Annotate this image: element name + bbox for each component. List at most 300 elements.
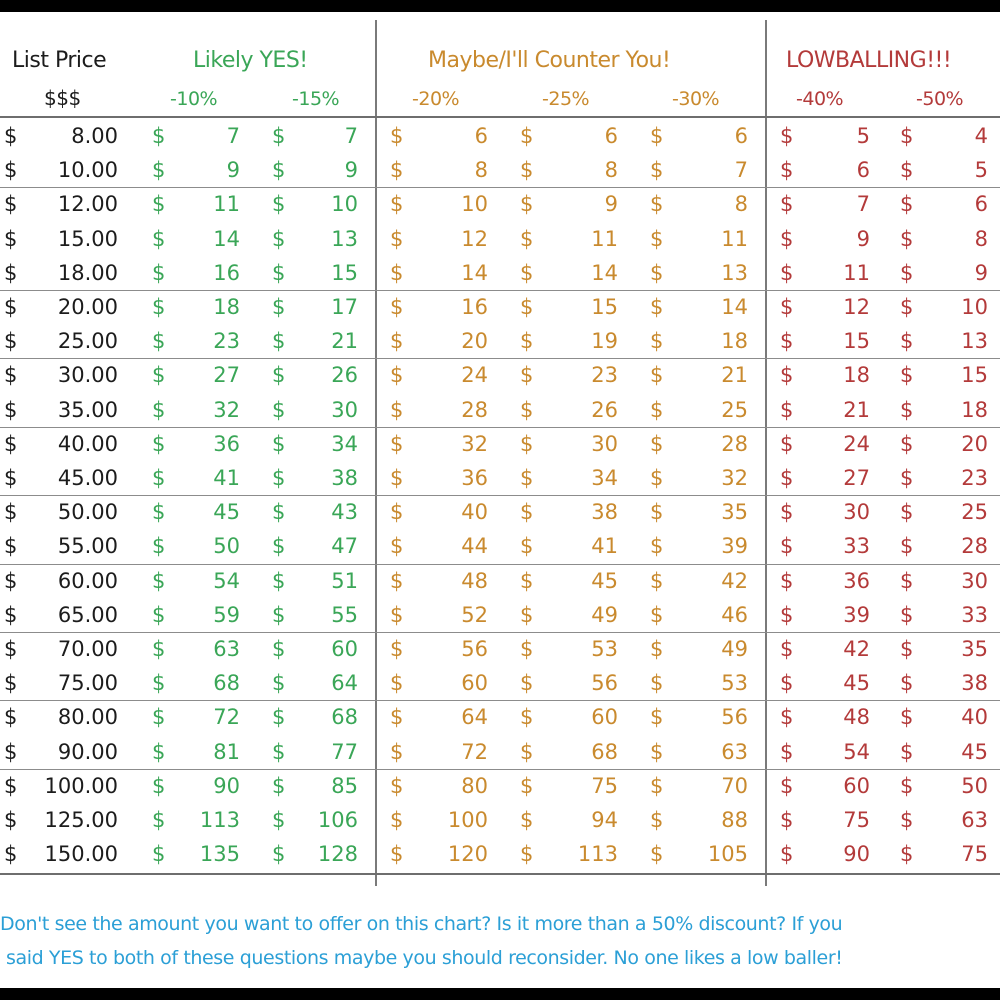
divider-yes-maybe [375, 20, 377, 886]
currency-symbol: $ [390, 808, 404, 832]
offer-50-value: 8 [974, 226, 988, 251]
currency-symbol: $ [780, 397, 794, 422]
currency-symbol: $ [272, 329, 286, 354]
offer-40-value: 15 [843, 329, 870, 354]
offer-50-value: 30 [961, 568, 988, 593]
offer-30-value: 14 [721, 295, 748, 319]
currency-symbol: $ [390, 568, 404, 593]
offer-10-value: 81 [213, 739, 240, 764]
list-price-value: 70.00 [57, 637, 118, 661]
offer-25-value: 75 [591, 773, 618, 798]
offer-30-value: 46 [721, 602, 748, 627]
currency-symbol: $ [390, 192, 404, 217]
offer-20-value: 48 [461, 568, 488, 593]
offer-40-value: 27 [843, 466, 870, 490]
currency-symbol: $ [272, 466, 286, 490]
list-price-value: 80.00 [57, 705, 118, 730]
currency-symbol: $ [4, 602, 18, 627]
currency-symbol: $ [272, 671, 286, 696]
currency-symbol: $ [4, 739, 18, 764]
offer-15-value: 128 [317, 842, 358, 867]
offer-15-value: 43 [331, 500, 358, 525]
table-bottom-rule [0, 873, 1000, 875]
offer-50-value: 63 [961, 808, 988, 832]
currency-symbol: $ [650, 397, 664, 422]
currency-symbol: $ [650, 363, 664, 388]
offer-10-value: 50 [213, 534, 240, 559]
offer-40-value: 12 [843, 295, 870, 319]
currency-symbol: $ [152, 466, 166, 490]
currency-symbol: $ [900, 637, 914, 661]
currency-symbol: $ [900, 568, 914, 593]
list-price-value: 125.00 [44, 808, 118, 832]
offer-20-value: 10 [461, 192, 488, 217]
currency-symbol: $ [900, 295, 914, 319]
currency-symbol: $ [4, 808, 18, 832]
currency-symbol: $ [390, 842, 404, 867]
offer-40-value: 6 [856, 158, 870, 183]
currency-symbol: $ [152, 602, 166, 627]
offer-15-value: 15 [331, 260, 358, 285]
currency-symbol: $ [780, 124, 794, 148]
currency-symbol: $ [780, 568, 794, 593]
offer-15-value: 26 [331, 363, 358, 388]
offer-20-value: 52 [461, 602, 488, 627]
currency-symbol: $ [780, 739, 794, 764]
currency-symbol: $ [272, 397, 286, 422]
offer-15-value: 9 [344, 158, 358, 183]
currency-symbol: $ [520, 397, 534, 422]
currency-symbol: $ [152, 500, 166, 525]
currency-symbol: $ [520, 124, 534, 148]
offer-20-value: 8 [474, 158, 488, 183]
currency-symbol: $ [4, 158, 18, 183]
currency-symbol: $ [390, 260, 404, 285]
currency-symbol: $ [520, 739, 534, 764]
offer-40-value: 9 [856, 226, 870, 251]
offer-20-value: 28 [461, 397, 488, 422]
offer-40-value: 33 [843, 534, 870, 559]
currency-symbol: $ [4, 637, 18, 661]
currency-symbol: $ [900, 226, 914, 251]
offer-20-value: 20 [461, 329, 488, 354]
offer-20-value: 72 [461, 739, 488, 764]
header-rule [0, 116, 1000, 118]
currency-symbol: $ [390, 637, 404, 661]
currency-symbol: $ [152, 671, 166, 696]
currency-symbol: $ [390, 124, 404, 148]
offer-30-value: 70 [721, 773, 748, 798]
offer-30-value: 56 [721, 705, 748, 730]
currency-symbol: $ [152, 260, 166, 285]
offer-50-value: 35 [961, 637, 988, 661]
currency-symbol: $ [272, 500, 286, 525]
currency-symbol: $ [650, 226, 664, 251]
offer-20-value: 100 [447, 808, 488, 832]
offer-30-value: 25 [721, 397, 748, 422]
offer-25-value: 45 [591, 568, 618, 593]
currency-symbol: $ [780, 260, 794, 285]
list-price-value: 18.00 [57, 260, 118, 285]
currency-symbol: $ [4, 568, 18, 593]
currency-symbol: $ [900, 739, 914, 764]
offer-15-value: 34 [331, 431, 358, 456]
currency-symbol: $ [4, 226, 18, 251]
offer-10-value: 14 [213, 226, 240, 251]
currency-symbol: $ [152, 295, 166, 319]
offer-20-value: 16 [461, 295, 488, 319]
offer-50-value: 20 [961, 431, 988, 456]
currency-symbol: $ [900, 842, 914, 867]
discount-header-15: -15% [292, 88, 340, 110]
offer-10-value: 135 [199, 842, 240, 867]
discount-header-50: -50% [916, 88, 964, 110]
currency-symbol: $ [650, 568, 664, 593]
offer-25-value: 34 [591, 466, 618, 490]
offer-25-value: 8 [604, 158, 618, 183]
offer-40-value: 11 [843, 260, 870, 285]
currency-symbol: $ [390, 705, 404, 730]
offer-25-value: 9 [604, 192, 618, 217]
list-price-header: List Price [12, 48, 107, 73]
offer-30-value: 13 [721, 260, 748, 285]
currency-symbol: $ [780, 329, 794, 354]
currency-symbol: $ [272, 568, 286, 593]
currency-symbol: $ [650, 431, 664, 456]
offer-15-value: 30 [331, 397, 358, 422]
offer-40-value: 48 [843, 705, 870, 730]
currency-symbol: $ [780, 773, 794, 798]
offer-15-value: 106 [317, 808, 358, 832]
currency-symbol: $ [900, 466, 914, 490]
offer-30-value: 6 [734, 124, 748, 148]
currency-symbol: $ [390, 295, 404, 319]
currency-symbol: $ [520, 842, 534, 867]
offer-10-value: 9 [226, 158, 240, 183]
offer-15-value: 55 [331, 602, 358, 627]
offer-10-value: 18 [213, 295, 240, 319]
group-header-lowballing: LOWBALLING!!! [786, 48, 952, 73]
offer-30-value: 105 [707, 842, 748, 867]
offer-25-value: 41 [591, 534, 618, 559]
offer-50-value: 25 [961, 500, 988, 525]
offer-40-value: 36 [843, 568, 870, 593]
offer-20-value: 14 [461, 260, 488, 285]
currency-symbol: $ [390, 534, 404, 559]
offer-20-value: 36 [461, 466, 488, 490]
currency-symbol: $ [650, 602, 664, 627]
currency-symbol: $ [4, 329, 18, 354]
currency-symbol: $ [520, 808, 534, 832]
currency-symbol: $ [152, 192, 166, 217]
offer-25-value: 6 [604, 124, 618, 148]
currency-symbol: $ [272, 124, 286, 148]
currency-symbol: $ [650, 500, 664, 525]
offer-20-value: 6 [474, 124, 488, 148]
offer-40-value: 90 [843, 842, 870, 867]
currency-symbol: $ [650, 705, 664, 730]
currency-symbol: $ [520, 431, 534, 456]
offer-20-value: 60 [461, 671, 488, 696]
offer-40-value: 5 [856, 124, 870, 148]
offer-40-value: 7 [856, 192, 870, 217]
offer-10-value: 54 [213, 568, 240, 593]
currency-symbol: $ [520, 466, 534, 490]
currency-symbol: $ [780, 158, 794, 183]
offer-10-value: 16 [213, 260, 240, 285]
currency-symbol: $ [900, 534, 914, 559]
offer-30-value: 28 [721, 431, 748, 456]
currency-symbol: $ [4, 705, 18, 730]
offer-50-value: 40 [961, 705, 988, 730]
currency-symbol: $ [390, 602, 404, 627]
currency-symbol: $ [780, 226, 794, 251]
offer-20-value: 32 [461, 431, 488, 456]
offer-15-value: 64 [331, 671, 358, 696]
offer-25-value: 15 [591, 295, 618, 319]
offer-50-value: 45 [961, 739, 988, 764]
currency-symbol: $ [900, 397, 914, 422]
currency-symbol: $ [272, 637, 286, 661]
currency-symbol: $ [900, 500, 914, 525]
offer-40-value: 24 [843, 431, 870, 456]
currency-symbol: $ [4, 466, 18, 490]
divider-maybe-low [765, 20, 767, 886]
offer-50-value: 18 [961, 397, 988, 422]
currency-symbol: $ [152, 431, 166, 456]
currency-symbol: $ [650, 842, 664, 867]
discount-header-20: -20% [412, 88, 460, 110]
currency-symbol: $ [272, 226, 286, 251]
currency-symbol: $ [520, 226, 534, 251]
currency-symbol: $ [4, 773, 18, 798]
currency-symbol: $ [520, 295, 534, 319]
currency-symbol: $ [390, 397, 404, 422]
offer-40-value: 60 [843, 773, 870, 798]
currency-symbol: $ [152, 808, 166, 832]
offer-30-value: 8 [734, 192, 748, 217]
currency-symbol: $ [650, 534, 664, 559]
currency-symbol: $ [780, 808, 794, 832]
list-price-value: 15.00 [57, 226, 118, 251]
currency-symbol: $ [520, 773, 534, 798]
offer-10-value: 32 [213, 397, 240, 422]
offer-10-value: 113 [199, 808, 240, 832]
currency-symbol: $ [152, 329, 166, 354]
offer-10-value: 27 [213, 363, 240, 388]
offer-50-value: 23 [961, 466, 988, 490]
currency-symbol: $ [520, 260, 534, 285]
offer-50-value: 13 [961, 329, 988, 354]
offer-20-value: 24 [461, 363, 488, 388]
currency-symbol: $ [390, 363, 404, 388]
list-price-value: 25.00 [57, 329, 118, 354]
currency-symbol: $ [520, 568, 534, 593]
offer-30-value: 49 [721, 637, 748, 661]
list-price-value: 90.00 [57, 739, 118, 764]
currency-symbol: $ [900, 192, 914, 217]
list-price-value: 12.00 [57, 192, 118, 217]
offer-50-value: 10 [961, 295, 988, 319]
list-price-value: 75.00 [57, 671, 118, 696]
list-price-value: 10.00 [57, 158, 118, 183]
offer-15-value: 17 [331, 295, 358, 319]
offer-40-value: 45 [843, 671, 870, 696]
offer-50-value: 5 [974, 158, 988, 183]
currency-symbol: $ [780, 466, 794, 490]
currency-symbol: $ [650, 295, 664, 319]
offer-40-value: 21 [843, 397, 870, 422]
currency-symbol: $ [780, 637, 794, 661]
currency-symbol: $ [272, 431, 286, 456]
currency-symbol: $ [4, 295, 18, 319]
currency-symbol: $ [900, 124, 914, 148]
offer-20-value: 56 [461, 637, 488, 661]
currency-symbol: $ [4, 842, 18, 867]
offer-15-value: 13 [331, 226, 358, 251]
currency-symbol: $ [390, 773, 404, 798]
offer-50-value: 15 [961, 363, 988, 388]
list-price-value: 30.00 [57, 363, 118, 388]
offer-25-value: 14 [591, 260, 618, 285]
footer-note [0, 907, 1000, 975]
currency-symbol: $ [152, 705, 166, 730]
offer-30-value: 7 [734, 158, 748, 183]
offer-15-value: 21 [331, 329, 358, 354]
offer-15-value: 7 [344, 124, 358, 148]
offer-10-value: 63 [213, 637, 240, 661]
offer-25-value: 60 [591, 705, 618, 730]
currency-symbol: $ [780, 500, 794, 525]
list-price-value: 100.00 [44, 773, 118, 798]
list-price-value: 45.00 [57, 466, 118, 490]
currency-symbol: $ [780, 295, 794, 319]
currency-symbol: $ [520, 158, 534, 183]
currency-symbol: $ [900, 260, 914, 285]
offer-30-value: 35 [721, 500, 748, 525]
offer-10-value: 59 [213, 602, 240, 627]
currency-symbol: $ [900, 773, 914, 798]
offer-50-value: 28 [961, 534, 988, 559]
offer-30-value: 21 [721, 363, 748, 388]
offer-15-value: 68 [331, 705, 358, 730]
list-price-value: 55.00 [57, 534, 118, 559]
offer-10-value: 11 [213, 192, 240, 217]
currency-symbol: $ [520, 500, 534, 525]
offer-40-value: 18 [843, 363, 870, 388]
currency-symbol: $ [650, 466, 664, 490]
offer-20-value: 40 [461, 500, 488, 525]
offer-10-value: 68 [213, 671, 240, 696]
offer-30-value: 42 [721, 568, 748, 593]
currency-symbol: $ [4, 397, 18, 422]
currency-symbol: $ [390, 329, 404, 354]
currency-symbol: $ [520, 363, 534, 388]
currency-symbol: $ [390, 431, 404, 456]
offer-15-value: 10 [331, 192, 358, 217]
currency-symbol: $ [390, 158, 404, 183]
currency-symbol: $ [900, 158, 914, 183]
currency-symbol: $ [152, 534, 166, 559]
offer-25-value: 94 [591, 808, 618, 832]
offer-15-value: 60 [331, 637, 358, 661]
currency-symbol: $ [272, 534, 286, 559]
currency-symbol: $ [390, 226, 404, 251]
currency-symbol: $ [390, 671, 404, 696]
offer-50-value: 75 [961, 842, 988, 867]
offer-50-value: 4 [974, 124, 988, 148]
offer-25-value: 30 [591, 431, 618, 456]
offer-20-value: 120 [447, 842, 488, 867]
currency-symbol: $ [900, 808, 914, 832]
offer-30-value: 63 [721, 739, 748, 764]
offer-30-value: 53 [721, 671, 748, 696]
currency-symbol: $ [780, 192, 794, 217]
offer-30-value: 39 [721, 534, 748, 559]
currency-symbol: $ [780, 671, 794, 696]
offer-15-value: 85 [331, 773, 358, 798]
currency-symbol: $ [152, 397, 166, 422]
currency-symbol: $ [272, 260, 286, 285]
offer-10-value: 90 [213, 773, 240, 798]
currency-symbol: $ [520, 329, 534, 354]
offer-15-value: 51 [331, 568, 358, 593]
currency-symbol: $ [520, 671, 534, 696]
currency-symbol: $ [152, 773, 166, 798]
offer-40-value: 54 [843, 739, 870, 764]
currency-symbol: $ [4, 260, 18, 285]
currency-symbol: $ [272, 363, 286, 388]
currency-symbol: $ [900, 705, 914, 730]
currency-symbol: $ [520, 637, 534, 661]
currency-symbol: $ [780, 363, 794, 388]
discount-header-25: -25% [542, 88, 590, 110]
discount-header-40: -40% [796, 88, 844, 110]
offer-50-value: 33 [961, 602, 988, 627]
currency-symbol: $ [272, 602, 286, 627]
currency-symbol: $ [520, 602, 534, 627]
currency-symbol: $ [152, 158, 166, 183]
currency-symbol: $ [390, 500, 404, 525]
currency-symbol: $ [900, 602, 914, 627]
currency-symbol: $ [900, 671, 914, 696]
currency-symbol: $ [4, 671, 18, 696]
offer-25-value: 26 [591, 397, 618, 422]
offer-40-value: 75 [843, 808, 870, 832]
offer-25-value: 23 [591, 363, 618, 388]
currency-symbol: $ [152, 363, 166, 388]
offer-10-value: 41 [213, 466, 240, 490]
currency-symbol: $ [4, 500, 18, 525]
group-header-maybe: Maybe/I'll Counter You! [428, 48, 671, 73]
offer-25-value: 56 [591, 671, 618, 696]
currency-symbol: $ [780, 431, 794, 456]
footer-line-1: Don't see the amount you want to offer on this chart? Is it more than a 50% discount? If you [0, 913, 843, 935]
currency-symbol: $ [780, 534, 794, 559]
currency-symbol: $ [272, 739, 286, 764]
currency-symbol: $ [272, 808, 286, 832]
currency-symbol: $ [900, 431, 914, 456]
list-price-value: 20.00 [57, 295, 118, 319]
offer-20-value: 44 [461, 534, 488, 559]
currency-symbol: $ [650, 808, 664, 832]
list-price-subheader: $$$ [44, 86, 81, 110]
offer-50-value: 38 [961, 671, 988, 696]
offer-25-value: 68 [591, 739, 618, 764]
currency-symbol: $ [152, 568, 166, 593]
list-price-value: 65.00 [57, 602, 118, 627]
currency-symbol: $ [650, 192, 664, 217]
